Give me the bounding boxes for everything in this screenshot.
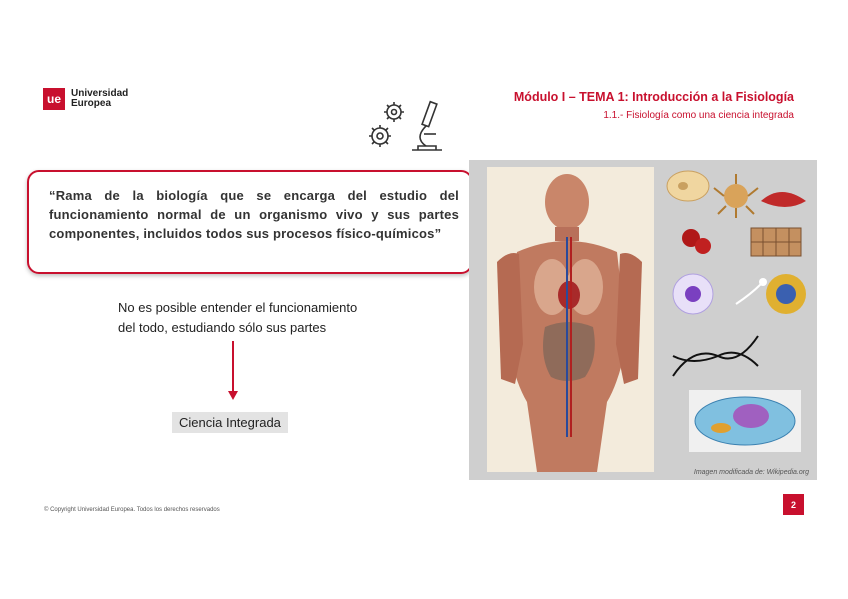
slide-title: Módulo I – TEMA 1: Introducción a la Fisiología: [513, 90, 794, 104]
note-line-2: del todo, estudiando sólo sus partes: [118, 320, 327, 335]
ciencia-integrada-label: Ciencia Integrada: [172, 412, 288, 433]
copyright-text: © Copyright Universidad Europea. Todos los derechos reservados: [44, 507, 220, 513]
human-anatomy-image: [487, 167, 654, 472]
anatomy-figure: [487, 167, 654, 472]
arrow-head-icon: [228, 391, 238, 400]
logo-line-2: Europea: [71, 98, 112, 109]
page-number: 2: [783, 494, 804, 515]
sperm-cell-icon: [736, 284, 761, 304]
science-icons: [366, 98, 446, 154]
note-line-1: No es posible entender el funcionamiento: [118, 300, 358, 315]
microscope-icon: [412, 102, 442, 150]
cell-illustrations: [661, 166, 811, 458]
dna-icon: [673, 336, 758, 376]
gears-icon: [369, 102, 404, 147]
integration-note: [118, 298, 418, 338]
muscle-cell-icon: [761, 192, 806, 207]
slide-subtitle: 1.1.- Fisiología como una ciencia integrada: [603, 110, 794, 121]
neuron-icon: [724, 184, 748, 208]
logo-mark: ue: [43, 88, 65, 110]
definition-quote: “Rama de la biología que se encarga del estudio del funcionamiento normal de un organismo vivo y sus partes componentes, incluidos todos sus procesos físico-químicos”: [27, 170, 473, 274]
logo-line-1: Universidad: [71, 88, 129, 99]
logo-text: [71, 89, 128, 109]
slide-header: [514, 90, 794, 121]
image-caption: Imagen modificada de: Wikipedia.org: [693, 469, 809, 476]
down-arrow-icon: [232, 341, 234, 393]
anatomy-illustration: [469, 160, 817, 480]
university-logo: [43, 88, 128, 110]
